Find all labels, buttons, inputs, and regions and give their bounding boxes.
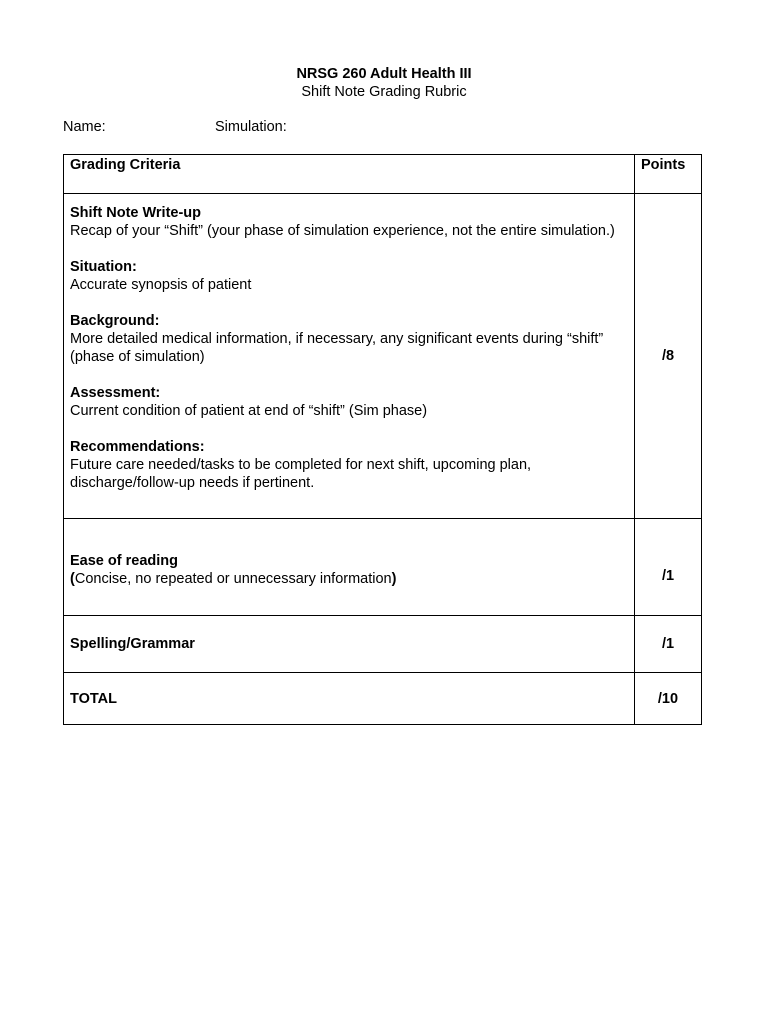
ease-title: Ease of reading — [70, 553, 178, 569]
document-title: NRSG 260 Adult Health III — [296, 66, 472, 82]
ease-of-reading-row — [64, 519, 702, 616]
situation-block — [70, 258, 628, 294]
ease-desc: Concise, no repeated or unnecessary information — [74, 571, 392, 587]
name-field-label: Name: — [63, 119, 106, 135]
document-subtitle: Shift Note Grading Rubric — [301, 84, 467, 100]
assessment-title: Assessment: — [70, 385, 161, 401]
ease-points: /1 — [635, 519, 702, 616]
simulation-field-label: Simulation: — [215, 119, 287, 135]
background-title: Background: — [70, 313, 160, 329]
recommendations-block — [70, 438, 628, 492]
criteria-header: Grading Criteria — [64, 155, 635, 194]
assessment-desc: Current condition of patient at end of “shift” (Sim phase) — [70, 403, 428, 419]
shift-note-row — [64, 194, 702, 519]
shift-note-title: Shift Note Write-up — [70, 205, 202, 221]
total-row — [64, 673, 702, 725]
spelling-title: Spelling/Grammar — [64, 616, 635, 673]
recommendations-desc: Future care needed/tasks to be completed for next shift, upcoming plan, discharge/follow-up needs if pertinent. — [70, 457, 532, 491]
total-title: TOTAL — [64, 673, 635, 725]
background-desc: More detailed medical information, if necessary, any significant events during “shift” (phase of simulation) — [70, 331, 604, 365]
grading-rubric-table — [63, 154, 702, 725]
recommendations-title: Recommendations: — [70, 439, 205, 455]
shift-note-points: /8 — [635, 194, 702, 519]
situation-desc: Accurate synopsis of patient — [70, 277, 252, 293]
assessment-block — [70, 384, 628, 420]
total-points: /10 — [635, 673, 702, 725]
ease-close-paren: ) — [391, 571, 397, 587]
points-header: Points — [635, 155, 702, 194]
ease-criteria — [64, 519, 635, 616]
background-block — [70, 312, 628, 366]
shift-note-block — [70, 204, 628, 240]
shift-note-desc: Recap of your “Shift” (your phase of simulation experience, not the entire simulation.) — [70, 223, 615, 239]
situation-title: Situation: — [70, 259, 137, 275]
table-header-row — [64, 155, 702, 194]
spelling-points: /1 — [635, 616, 702, 673]
ease-open-paren: ( — [70, 571, 75, 587]
shift-note-criteria — [64, 194, 635, 519]
ease-desc-line — [70, 570, 628, 588]
spelling-grammar-row — [64, 616, 702, 673]
